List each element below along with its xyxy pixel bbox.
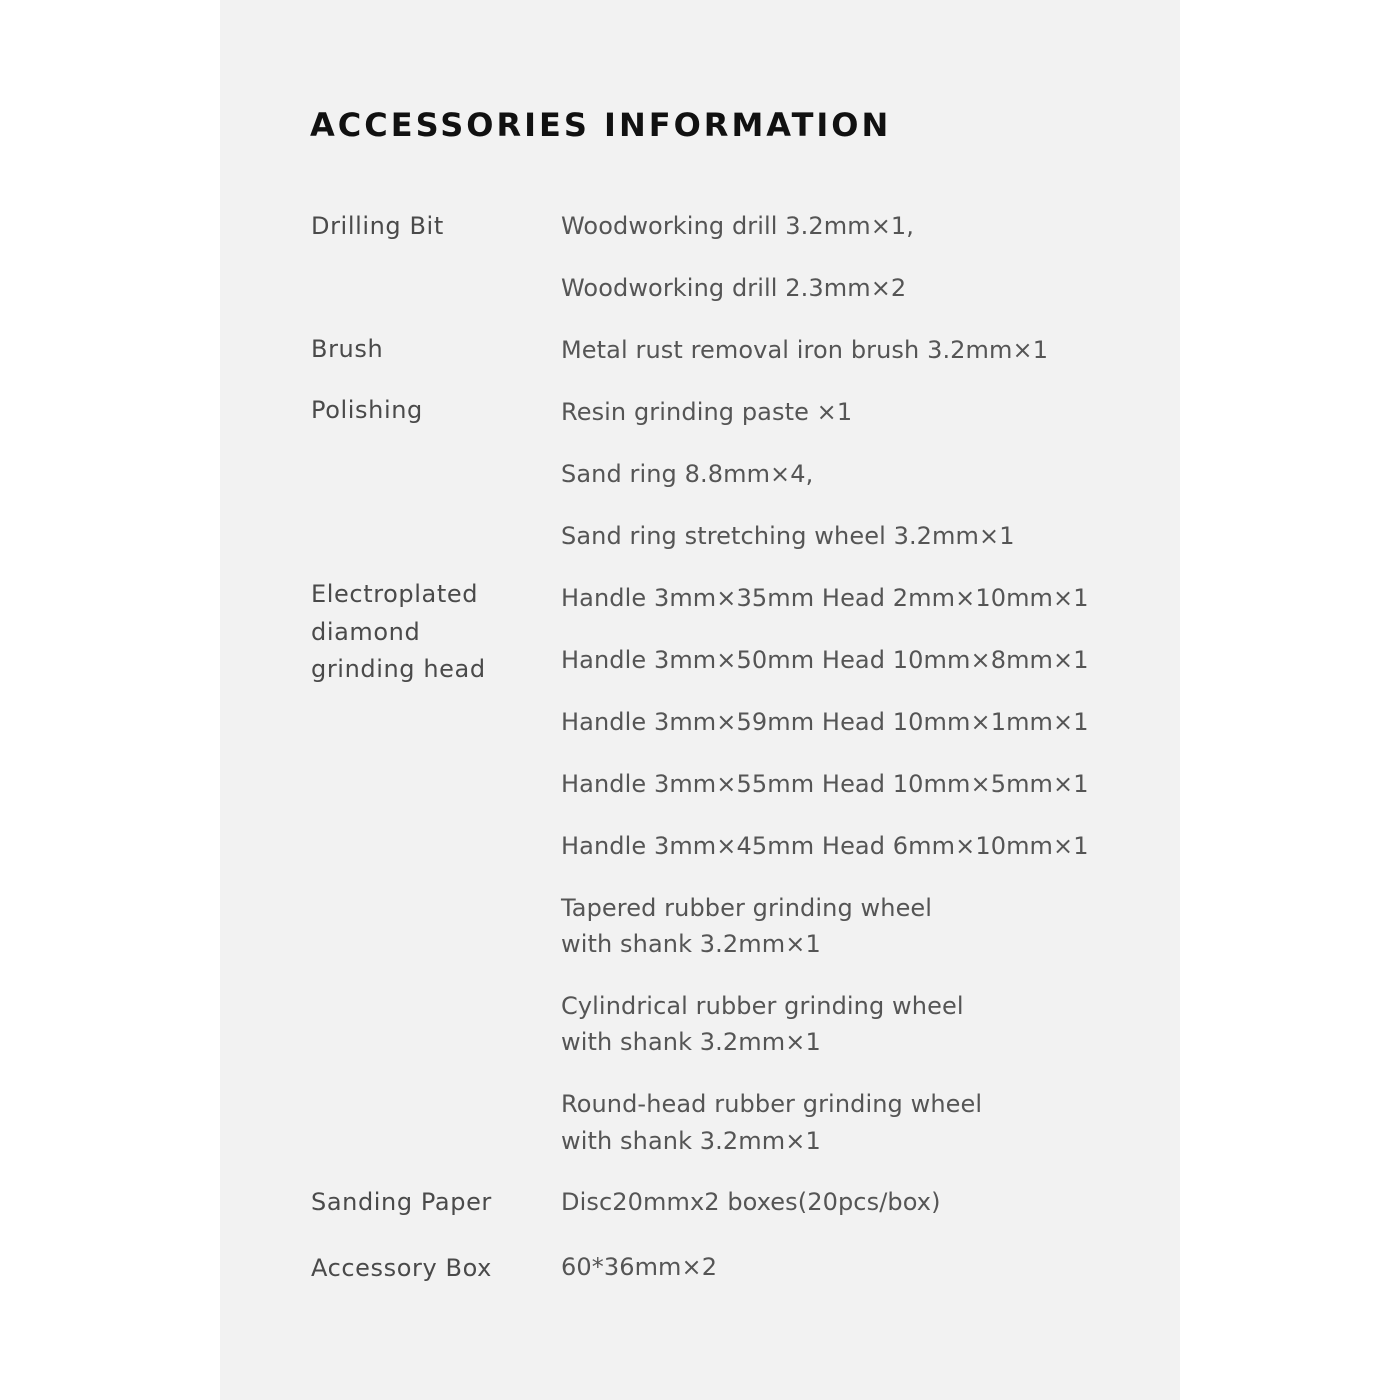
item-grinding-head-2: Handle 3mm×50mm Head 10mm×8mm×1 xyxy=(561,646,1089,674)
item-grinding-head-5: Handle 3mm×45mm Head 6mm×10mm×1 xyxy=(561,832,1089,860)
item-grinding-head-3: Handle 3mm×59mm Head 10mm×1mm×1 xyxy=(561,708,1089,736)
label-sanding-paper: Sanding Paper xyxy=(311,1188,492,1216)
item-cylindrical-wheel-line-1: Cylindrical rubber grinding wheel xyxy=(561,992,964,1020)
item-tapered-wheel-line-1: Tapered rubber grinding wheel xyxy=(561,894,933,922)
item-sanding-paper-1: Disc20mmx2 boxes(20pcs/box) xyxy=(561,1188,941,1216)
item-round-head-wheel-line-2: with shank 3.2mm×1 xyxy=(561,1127,821,1155)
label-drilling-bit: Drilling Bit xyxy=(311,212,444,240)
item-brush-1: Metal rust removal iron brush 3.2mm×1 xyxy=(561,336,1049,364)
label-accessory-box: Accessory Box xyxy=(311,1254,492,1282)
item-grinding-head-4: Handle 3mm×55mm Head 10mm×5mm×1 xyxy=(561,770,1089,798)
label-brush: Brush xyxy=(311,335,384,363)
item-polishing-2: Sand ring 8.8mm×4, xyxy=(561,460,814,488)
item-grinding-head-1: Handle 3mm×35mm Head 2mm×10mm×1 xyxy=(561,584,1089,612)
item-polishing-1: Resin grinding paste ×1 xyxy=(561,398,853,426)
label-electroplated-line-3: grinding head xyxy=(311,655,486,683)
item-cylindrical-wheel-line-2: with shank 3.2mm×1 xyxy=(561,1028,821,1056)
label-electroplated-line-1: Electroplated xyxy=(311,580,479,608)
item-drilling-bit-1: Woodworking drill 3.2mm×1, xyxy=(561,212,915,240)
label-electroplated-line-2: diamond xyxy=(311,618,421,646)
label-polishing: Polishing xyxy=(311,396,423,424)
accessories-card xyxy=(220,0,1180,1400)
page-title: ACCESSORIES INFORMATION xyxy=(310,106,892,144)
item-round-head-wheel-line-1: Round-head rubber grinding wheel xyxy=(561,1090,983,1118)
item-polishing-3: Sand ring stretching wheel 3.2mm×1 xyxy=(561,522,1015,550)
item-accessory-box-1: 60*36mm×2 xyxy=(561,1253,718,1281)
item-tapered-wheel-line-2: with shank 3.2mm×1 xyxy=(561,930,821,958)
item-drilling-bit-2: Woodworking drill 2.3mm×2 xyxy=(561,274,907,302)
